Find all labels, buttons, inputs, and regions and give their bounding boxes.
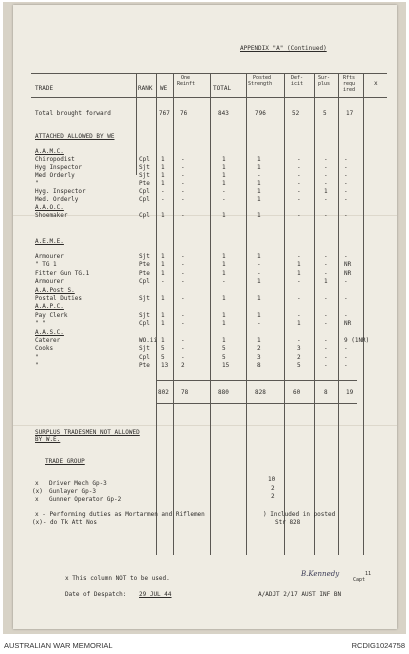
aeme-cell-total: 1	[222, 337, 226, 344]
amc-cell-deficit: -	[297, 164, 301, 171]
aeme-cell-reinft: -	[181, 353, 185, 361]
amc-cell-rfts: -	[344, 172, 348, 179]
surplus-label: Driver Mech Gp-3	[49, 480, 107, 487]
amc-cell-trade: Chiropodist	[35, 156, 75, 163]
aeme-cell-reinft: -	[181, 278, 185, 286]
section-attached: ATTACHED ALLOWED BY WE	[35, 133, 115, 140]
amc-cell-reinft: -	[181, 164, 185, 171]
total-deficit: 60	[293, 389, 301, 396]
total-rfts: 19	[346, 389, 354, 396]
fold-line	[13, 425, 397, 426]
col-reinft-2: Reinft	[177, 81, 196, 87]
column-line	[210, 73, 211, 555]
amc-cell-total: 1	[222, 156, 226, 163]
bf-rfts: 17	[346, 110, 354, 117]
amc-cell-we: 1	[161, 212, 165, 219]
amc-cell-posted: 1	[257, 212, 261, 219]
aeme-cell-posted: -	[257, 269, 261, 277]
aeme-cell-posted: 1	[257, 337, 261, 344]
aeme-cell-trade: Fitter Gun TG.1	[35, 269, 90, 277]
column-line	[156, 73, 157, 555]
aeme-cell-posted: 3	[257, 353, 261, 361]
amc-cell-we: -	[161, 196, 165, 203]
column-line	[284, 73, 285, 555]
aeme-cell-rank: Cpl	[139, 278, 150, 286]
amc-cell-surplus: -	[324, 180, 328, 187]
amc-cell-total: -	[222, 196, 226, 203]
amc-cell-rank: Cpl	[139, 156, 150, 163]
surplus-mark: x	[35, 480, 39, 487]
surplus-heading: SURPLUS TRADESMEN NOT ALLOWED	[35, 429, 140, 436]
aeme-cell-rank: Sjt	[139, 295, 150, 302]
aeme-cell-reinft: -	[181, 311, 185, 319]
amc-cell-rank: Cpl	[139, 188, 150, 195]
amc-cell-reinft: -	[181, 180, 185, 187]
performing-note-2: (x)- do Tk Att Nos	[32, 519, 98, 526]
aeme-cell-posted: 1	[257, 295, 261, 302]
brought-forward-label: Total brought forward	[35, 110, 111, 117]
amc-cell-reinft: -	[181, 188, 185, 195]
totals-rule-top	[156, 380, 357, 381]
aeme-cell-total: 1	[222, 253, 226, 260]
totals-rule-bottom	[156, 403, 357, 404]
col-total: TOTAL	[213, 85, 232, 92]
aeme-cell-deficit: 5	[297, 362, 301, 370]
amc-cell-trade: Shoemaker	[35, 212, 68, 219]
aeme-header: A.E.M.E.	[35, 238, 64, 245]
amc-cell-deficit: -	[297, 212, 301, 219]
bf-surplus: 5	[323, 110, 327, 117]
aeme-cell-total: 1	[222, 295, 226, 302]
footnote: x This column NOT to be used.	[65, 575, 170, 582]
surplus-value: 2	[271, 493, 275, 500]
aeme-cell-rfts: -	[344, 311, 348, 319]
amc-cell-deficit: -	[297, 196, 301, 203]
aeme-cell-rank: Cpl	[139, 320, 150, 328]
aeme-cell-trade: A.A.S.C.	[35, 328, 64, 336]
column-line	[338, 73, 339, 555]
amc-cell-deficit: -	[297, 188, 301, 195]
aeme-cell-surplus: -	[324, 261, 328, 269]
aeme-cell-we: 1	[161, 261, 165, 269]
aeme-cell-reinft: -	[181, 261, 185, 269]
amc-cell-total: 1	[222, 164, 226, 171]
aeme-cell-trade: A.A.P.C.	[35, 303, 64, 311]
performing-note: x - Performing duties as Mortarmen and Riflemen	[35, 511, 205, 518]
aeme-cell-rfts: NR	[344, 261, 352, 269]
amc-cell-rfts: -	[344, 164, 348, 171]
amc-cell-trade: A.A.M.C.	[35, 148, 64, 155]
aeme-cell-trade: Pay Clerk	[35, 311, 68, 319]
aeme-cell-we: -	[161, 278, 165, 286]
aeme-cell-posted: 2	[257, 345, 261, 353]
col-we: WE	[160, 85, 168, 92]
amc-cell-trade: Med. Orderly	[35, 196, 79, 203]
aeme-cell-we: 1	[161, 253, 165, 260]
aeme-cell-deficit: 1	[297, 261, 301, 269]
bf-we: 767	[159, 110, 170, 117]
total-total: 880	[218, 389, 229, 396]
amc-cell-deficit: -	[297, 172, 301, 179]
col-rfts-2: requ	[343, 81, 356, 87]
total-surplus: 8	[324, 389, 328, 396]
amc-cell-surplus: -	[324, 172, 328, 179]
aeme-cell-surplus: -	[324, 353, 328, 361]
included-note: ) Included in posted	[263, 511, 336, 518]
amc-cell-rank: Sjt	[139, 172, 150, 179]
col-rfts-1: Rfts	[343, 75, 356, 81]
aeme-cell-we: 1	[161, 295, 165, 302]
header-rule-top	[31, 73, 387, 74]
aeme-cell-reinft: -	[181, 337, 185, 344]
aeme-cell-rfts: NR	[344, 269, 352, 277]
col-reinft-1: One	[181, 75, 191, 81]
aeme-cell-rank: Pte	[139, 362, 150, 370]
aeme-cell-rfts: -	[344, 278, 348, 286]
aeme-cell-surplus: -	[324, 311, 328, 319]
column-line	[363, 73, 364, 555]
total-we: 802	[158, 389, 169, 396]
aeme-cell-rfts: NR	[344, 320, 352, 328]
bf-total: 843	[218, 110, 229, 117]
amc-cell-total: 1	[222, 180, 226, 187]
amc-cell-rank: Cpl	[139, 196, 150, 203]
aeme-cell-total: 1	[222, 269, 226, 277]
aeme-cell-deficit: -	[297, 311, 301, 319]
aeme-cell-posted: -	[257, 261, 261, 269]
appendix-sheet	[13, 5, 397, 629]
aeme-cell-deficit: -	[297, 253, 301, 260]
aeme-cell-surplus: -	[324, 362, 328, 370]
aeme-cell-rfts: -	[344, 295, 348, 302]
aeme-cell-reinft: -	[181, 295, 185, 302]
col-surplus-1: Sur-	[318, 75, 331, 81]
amc-cell-we: 1	[161, 172, 165, 179]
aeme-cell-we: 1	[161, 337, 165, 344]
aeme-cell-surplus: -	[324, 320, 328, 328]
aeme-cell-we: 5	[161, 353, 165, 361]
aeme-cell-rank: Cpl	[139, 353, 150, 361]
aeme-cell-surplus: 1	[324, 278, 328, 286]
trade-group-heading: TRADE GROUP	[45, 458, 85, 465]
amc-cell-posted: 1	[257, 180, 261, 187]
amc-cell-rfts: -	[344, 196, 348, 203]
col-deficit-2: icit	[291, 81, 304, 87]
aeme-cell-surplus: -	[324, 337, 328, 344]
dispatch-label: Date of Despatch:	[65, 591, 127, 598]
aeme-cell-trade: Cooks	[35, 345, 54, 353]
aeme-cell-trade: Caterer	[35, 337, 61, 344]
aeme-cell-posted: 1	[257, 278, 261, 286]
aeme-cell-rfts: -	[344, 345, 348, 353]
included-note-2: Str 828	[275, 519, 301, 526]
aeme-cell-rank: Sjt	[139, 311, 150, 319]
amc-cell-reinft: -	[181, 212, 185, 219]
fold-line	[13, 215, 397, 216]
amc-cell-we: -	[161, 188, 165, 195]
aeme-cell-total: -	[222, 278, 226, 286]
aeme-cell-reinft: -	[181, 253, 185, 260]
amc-cell-posted: 1	[257, 196, 261, 203]
amc-cell-surplus: -	[324, 212, 328, 219]
aeme-cell-deficit: 1	[297, 269, 301, 277]
aeme-cell-posted: -	[257, 320, 261, 328]
col-rank: RANK	[138, 85, 153, 92]
aeme-cell-surplus: -	[324, 295, 328, 302]
aeme-cell-trade: Postal Duties	[35, 295, 82, 302]
aeme-cell-posted: 8	[257, 362, 261, 370]
aeme-cell-reinft: -	[181, 269, 185, 277]
surplus-heading-2: BY W.E.	[35, 436, 61, 443]
surplus-value: 2	[271, 485, 275, 492]
amc-cell-total: 1	[222, 172, 226, 179]
bf-deficit: 52	[292, 110, 300, 117]
amc-cell-posted: 1	[257, 164, 261, 171]
aeme-cell-total: 5	[222, 353, 226, 361]
amc-cell-we: 1	[161, 164, 165, 171]
aeme-cell-rank: WO.ii	[139, 337, 158, 344]
aeme-cell-we: 5	[161, 345, 165, 353]
amc-cell-surplus: -	[324, 156, 328, 163]
aeme-cell-rfts: -	[344, 353, 348, 361]
amc-cell-reinft: -	[181, 156, 185, 163]
aeme-cell-rfts: -	[344, 362, 348, 370]
amc-cell-trade: Med Orderly	[35, 172, 75, 179]
amc-cell-we: 1	[161, 156, 165, 163]
bf-reinft: 76	[180, 110, 188, 117]
aeme-cell-deficit: 2	[297, 353, 301, 361]
surplus-label: Gunlayer Gp-3	[49, 488, 96, 495]
amc-cell-trade: "	[35, 180, 39, 187]
aeme-cell-total: 15	[222, 362, 230, 370]
footer-left: AUSTRALIAN WAR MEMORIAL	[4, 641, 113, 650]
page-title: APPENDIX "A" (Continued)	[240, 45, 327, 52]
amc-cell-total: -	[222, 188, 226, 195]
aeme-cell-surplus: -	[324, 269, 328, 277]
aeme-cell-surplus: -	[324, 345, 328, 353]
total-posted: 828	[255, 389, 266, 396]
aeme-cell-deficit: -	[297, 337, 301, 344]
aeme-cell-deficit: -	[297, 295, 301, 302]
aeme-cell-posted: 1	[257, 253, 261, 260]
dispatch-date: 29 JUL 44	[139, 591, 172, 598]
amc-cell-rank: Cpl	[139, 212, 150, 219]
aeme-cell-total: 1	[222, 320, 226, 328]
aeme-cell-rfts: 9 (1NR)	[344, 337, 370, 344]
surplus-mark: x	[35, 496, 39, 503]
column-line	[173, 73, 174, 555]
aeme-cell-rank: Sjt	[139, 253, 150, 260]
aeme-cell-we: 1	[161, 269, 165, 277]
aeme-cell-total: 1	[222, 261, 226, 269]
amc-cell-rfts: -	[344, 188, 348, 195]
amc-cell-posted: -	[257, 172, 261, 179]
surplus-value: 10	[268, 476, 276, 483]
archive-footer	[0, 635, 409, 654]
page-mark: 11	[365, 571, 372, 577]
aeme-cell-trade: "	[35, 362, 39, 370]
amc-cell-trade: A.A.O.C.	[35, 204, 64, 211]
total-reinft: 78	[181, 389, 189, 396]
amc-cell-surplus: -	[324, 196, 328, 203]
aeme-cell-trade: " TG 1	[35, 261, 57, 269]
aeme-cell-total: 5	[222, 345, 226, 353]
col-trade: TRADE	[35, 85, 54, 92]
col-x: x	[374, 80, 378, 87]
footer-right: RCDIG1024758	[351, 641, 405, 650]
col-posted-2: Strength	[248, 81, 273, 87]
aeme-cell-rank: Pte	[139, 269, 150, 277]
unit-line: A/ADJT 2/17 AUST INF BN	[258, 591, 342, 598]
col-posted-1: Posted	[253, 75, 272, 81]
amc-cell-reinft: -	[181, 172, 185, 179]
aeme-cell-trade: A.A.Post S.	[35, 286, 75, 294]
col-surplus-2: plus	[318, 81, 331, 87]
amc-cell-trade: Hyg Inspector	[35, 164, 82, 171]
aeme-cell-surplus: -	[324, 253, 328, 260]
aeme-cell-total: 1	[222, 311, 226, 319]
aeme-cell-deficit: -	[297, 278, 301, 286]
amc-cell-posted: 1	[257, 156, 261, 163]
amc-cell-deficit: -	[297, 180, 301, 187]
bf-posted: 796	[255, 110, 266, 117]
header-rule-bottom	[31, 97, 387, 98]
aeme-cell-we: 1	[161, 320, 165, 328]
aeme-cell-reinft: -	[181, 320, 185, 328]
col-deficit-1: Def-	[291, 75, 304, 81]
amc-cell-we: 1	[161, 180, 165, 187]
amc-cell-rfts: -	[344, 156, 348, 163]
amc-cell-reinft: -	[181, 196, 185, 203]
amc-cell-rank: Pte	[139, 180, 150, 187]
document-scan	[3, 2, 406, 634]
aeme-cell-posted: 1	[257, 311, 261, 319]
amc-cell-rfts: -	[344, 212, 348, 219]
column-line	[246, 73, 247, 555]
amc-cell-rfts: -	[344, 180, 348, 187]
aeme-cell-deficit: 1	[297, 320, 301, 328]
column-line	[314, 73, 315, 555]
aeme-cell-trade: Armourer	[35, 278, 64, 286]
surplus-mark: (x)	[32, 488, 43, 495]
amc-cell-rank: Sjt	[139, 164, 150, 171]
col-rfts-3: ired	[343, 87, 356, 93]
amc-cell-posted: 1	[257, 188, 261, 195]
sign-rank: Capt	[353, 577, 366, 583]
surplus-label: Gunner Operator Gp-2	[49, 496, 122, 503]
aeme-cell-reinft: 2	[181, 362, 185, 370]
aeme-cell-rank: Sjt	[139, 345, 150, 353]
aeme-cell-trade: Armourer	[35, 253, 64, 260]
amc-cell-deficit: -	[297, 156, 301, 163]
aeme-cell-we: 13	[161, 362, 169, 370]
amc-cell-surplus: 1	[324, 188, 328, 195]
signature: B.Kennedy	[301, 570, 340, 578]
column-line	[136, 73, 137, 175]
amc-cell-total: 1	[222, 212, 226, 219]
aeme-cell-trade: "	[35, 353, 39, 361]
amc-cell-trade: Hyg. Inspector	[35, 188, 86, 195]
aeme-cell-rank: Pte	[139, 261, 150, 269]
aeme-cell-trade: " "	[35, 320, 46, 328]
aeme-cell-reinft: -	[181, 345, 185, 353]
aeme-cell-rfts: -	[344, 253, 348, 260]
aeme-cell-we: 1	[161, 311, 165, 319]
aeme-cell-deficit: 3	[297, 345, 301, 353]
amc-cell-surplus: -	[324, 164, 328, 171]
